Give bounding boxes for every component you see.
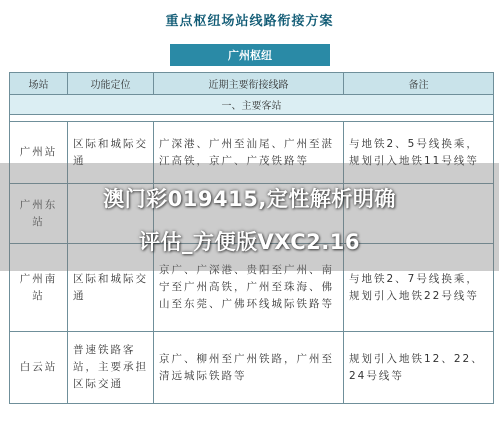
section-row: [10, 95, 494, 115]
lines-cell: 京广、柳州至广州铁路，广州至清远城际铁路等: [154, 332, 344, 404]
note-cell: 与地铁2、5号线换乘，规划引入地铁11号线等: [344, 122, 494, 184]
station-cell: 广州南站: [10, 244, 68, 332]
document-title: 重点枢纽场站线路衔接方案: [165, 14, 334, 29]
header-note: 备注: [344, 73, 494, 95]
station-cell: 广州站: [10, 122, 68, 184]
role-cell: 区际和城际交通: [68, 244, 154, 332]
lines-cell: 广深港、广州至汕尾、广州至湛江高铁，京广、广茂铁路等: [154, 122, 344, 184]
overlay-caption-line1: 澳门彩019415,定性解析明确: [103, 187, 396, 211]
role-cell: 区际和城际交通: [68, 122, 154, 184]
note-cell: 与地铁2、7号线换乘，规划引入地铁22号线等: [344, 244, 494, 332]
station-cell: 白云站: [10, 332, 68, 404]
overlay-caption-line2: 评估_方便版VXC2.16: [139, 230, 360, 254]
table-row: [10, 332, 494, 404]
header-station: 场站: [10, 73, 68, 95]
lines-cell: 京广、广深港、贵阳至广州、南宁至广州高铁，广州至珠海、佛山至东莞、广佛环线城际铁路等: [154, 244, 344, 332]
header-lines: 近期主要衔接线路: [154, 73, 344, 95]
section-label: 一、主要客站: [10, 95, 494, 115]
note-cell: 规划引入地铁12、22、24号线等: [344, 332, 494, 404]
hub-banner: 广州枢纽: [170, 44, 330, 66]
header-role: 功能定位: [68, 73, 154, 95]
station-cell: 广州东站: [10, 184, 68, 244]
spacer-row: [10, 115, 494, 122]
role-cell: 普速铁路客站，主要承担区际交通: [68, 332, 154, 404]
table-header-row: [10, 73, 494, 95]
